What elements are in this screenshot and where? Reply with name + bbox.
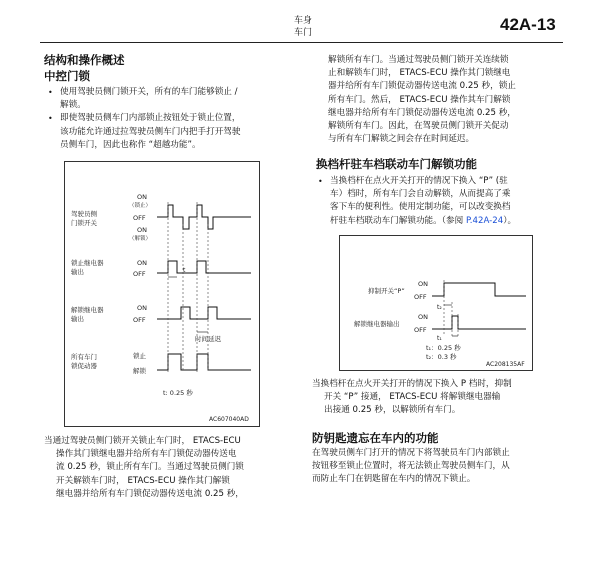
subsection-name: 车门 [293, 28, 312, 38]
park-unlock-timing-diagram [339, 235, 533, 371]
row2-label: 锁止继电器 [71, 259, 104, 267]
t2-label: t₂ [437, 304, 442, 311]
text-line: 出接通 0.25 秒，以解锁所有车门。 [324, 405, 461, 416]
row4-label: 所有车门 [71, 353, 97, 361]
off-label: OFF [133, 214, 146, 222]
paragraph [312, 378, 582, 418]
unlock-label: 解锁 [133, 367, 146, 375]
text-line: 器并给所有车门锁促动器传送电流 0.25 秒，锁止 [328, 81, 516, 92]
lock-label: 锁止 [133, 352, 146, 360]
paragraph [312, 447, 584, 487]
timing-note: t₂：0.3 秒 [426, 353, 457, 361]
list-item [48, 112, 298, 152]
on-label: ON [418, 313, 428, 321]
row3-label: 解锁继电器 [71, 306, 104, 314]
subsection-title: 中控门锁 [44, 69, 90, 83]
on-sub-label: （锁止） [129, 203, 152, 209]
on-label: ON [418, 280, 428, 288]
text-line: 车）档时，所有车门会自动解锁，从而提高了乘 [330, 189, 511, 200]
text-span: ）。 [503, 215, 517, 226]
timing-note: t: 0.25 秒 [163, 389, 193, 397]
t-label: t [183, 267, 186, 274]
row1-label: 门锁开关 [71, 219, 97, 227]
text-line: 在驾驶员侧车门打开的情况下将驾驶员车门内部锁止 [312, 448, 510, 458]
text-line: 使用驾驶员侧门锁开关，所有的车门能够锁止 / [60, 87, 238, 97]
text-line: 继电器并给所有车门锁促动器传送电流 0.25 秒， [56, 488, 244, 499]
row3-label: 输出 [71, 315, 84, 323]
text-line: 而防止车门在钥匙留在车内的情况下锁止。 [312, 474, 476, 485]
text-span: 杆驻车档联动车门解锁功能。（参阅 [330, 215, 466, 226]
text-line: 该功能允许通过拉驾驶员侧车门内把手打开驾驶 [60, 126, 241, 137]
on-label: ON [137, 259, 147, 267]
text-line: 当通过驾驶员侧门锁开关锁止车门时， ETACS-ECU [44, 436, 241, 446]
text-line: 开关解锁车门时， ETACS-ECU 操作其门解锁 [56, 475, 230, 486]
text-line: 解锁所有车门。当通过驾驶员侧门锁开关连续锁 [328, 55, 509, 65]
text-line: 按钮移至锁止位置时，将无法锁止驾驶员侧车门，从 [312, 461, 510, 472]
text-line: 所有车门。然后， ETACS-ECU 操作其车门解锁 [328, 94, 511, 105]
text-line: 解锁。 [60, 100, 86, 111]
delay-label: 时间延迟 [195, 335, 221, 343]
text-line: 与所有车门解锁之间会存在时间延迟。 [328, 134, 475, 145]
on-label: ON [137, 193, 147, 201]
paragraph [328, 54, 578, 146]
list-item [318, 175, 592, 228]
text-line: 即使驾驶员侧车门内部锁止按钮处于锁止位置， [60, 113, 241, 124]
row4-label: 锁促动器 [71, 362, 97, 370]
text-line: 开关 “P” 接通， ETACS-ECU 将解锁继电器输 [324, 392, 501, 403]
header-rule [40, 42, 563, 43]
list-item [48, 86, 298, 112]
paragraph [44, 435, 300, 501]
text-line [330, 215, 592, 228]
section-title: 结构和操作概述 [44, 53, 125, 67]
page-number: 42A-13 [500, 15, 556, 34]
off-label: OFF [133, 316, 146, 324]
text-line: 员侧车门，因此也称作 “超越功能”。 [60, 139, 201, 150]
t1-label: t₁ [437, 335, 442, 342]
on-sub-label: （解锁） [129, 236, 152, 242]
on-label: ON [137, 226, 147, 234]
row2-label: 输出 [71, 268, 84, 276]
section-title: 防钥匙遗忘在车内的功能 [312, 431, 439, 445]
lock-timing-diagram [64, 161, 260, 427]
text-line: 继电器并给所有车门锁促动器传送电流 0.25 秒， [328, 107, 516, 118]
bullet-icon: • [48, 114, 53, 124]
on-label: ON [137, 304, 147, 312]
row2-label: 解锁继电器输出 [354, 320, 400, 328]
bullet-icon: • [48, 88, 53, 97]
text-line: 当换档杆在点火开关打开的情况下换入 P 档时，抑制 [312, 379, 512, 389]
text-line: 当换档杆在点火开关打开的情况下换入 “P” (驻 [330, 176, 508, 186]
text-line: 流 0.25 秒，锁止所有车门。当通过驾驶员侧门锁 [56, 462, 244, 473]
section-name: 车身 [293, 16, 312, 26]
figure-code: AC208135AF [486, 361, 525, 368]
text-line: 操作其门锁继电器并给所有车门锁促动器传送电 [56, 449, 237, 460]
off-label: OFF [414, 293, 427, 301]
bullet-icon: • [318, 177, 323, 186]
off-label: OFF [133, 270, 146, 278]
text-line: 解锁所有车门。因此，在驾驶员侧门锁开关促动 [328, 121, 509, 132]
page-reference-link[interactable]: P.42A-24 [465, 215, 504, 226]
section-title: 换档杆驻车档联动车门解锁功能 [316, 157, 477, 171]
text-line: 客下车的便利性。使用定制功能，可以改变换档 [330, 202, 511, 213]
timing-note: t₁：0.25 秒 [426, 344, 461, 352]
off-label: OFF [414, 326, 427, 334]
figure-code: AC607040AD [209, 416, 249, 423]
row1-label: 抑制开关“P” [368, 287, 405, 295]
bullet-list [48, 86, 298, 152]
text-line: 止和解锁车门时， ETACS-ECU 操作其门锁继电 [328, 68, 511, 79]
row1-label: 驾驶员侧 [71, 210, 97, 218]
